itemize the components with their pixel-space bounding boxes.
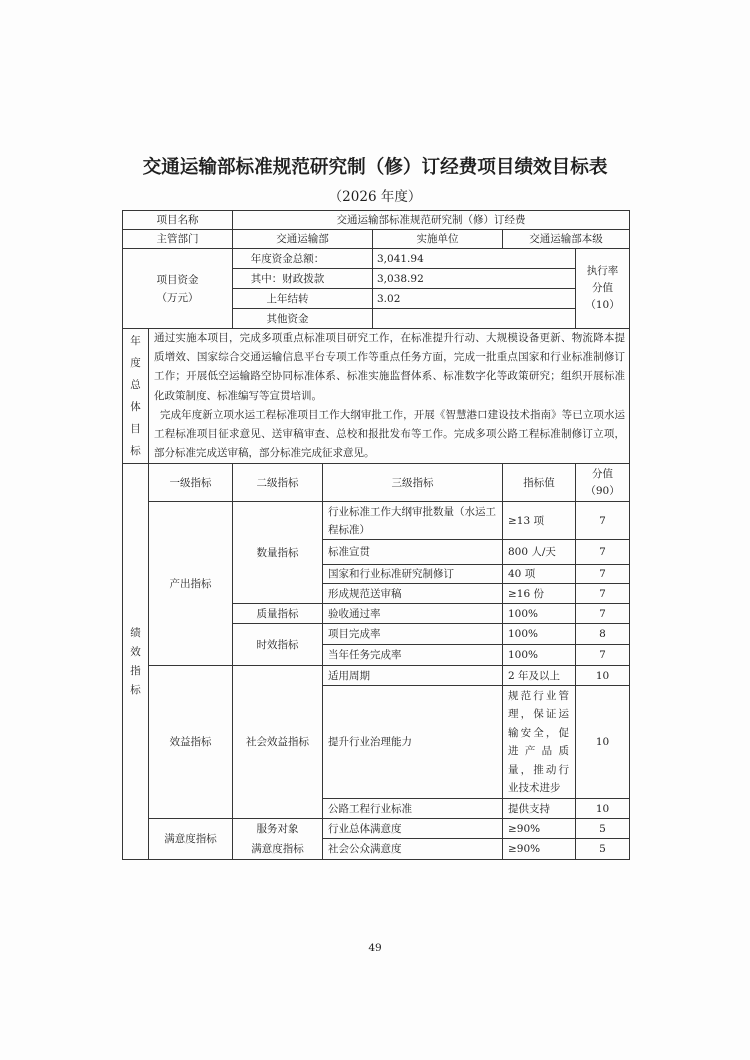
execution-rate-score xyxy=(576,249,630,329)
level1-satisfaction-indicators: 满意度指标 xyxy=(149,819,233,860)
indicator-score: 7 xyxy=(576,540,630,565)
indicator-value: ≥13 项 xyxy=(503,502,576,540)
level2-quality-indicators: 质量指标 xyxy=(233,604,323,624)
indicator-score: 7 xyxy=(576,502,630,540)
prior-year-carryover-value: 3.02 xyxy=(373,289,576,309)
table-row xyxy=(123,249,630,269)
annual-goal-text xyxy=(149,329,630,464)
fiscal-appropriation-label: 其中：财政拨款 xyxy=(233,269,373,289)
indicator-score: 5 xyxy=(576,819,630,839)
indicator-score: 7 xyxy=(576,565,630,584)
level3-indicator: 验收通过率 xyxy=(323,604,503,624)
indicator-value: 100% xyxy=(503,604,576,624)
fiscal-appropriation-value: 3,038.92 xyxy=(373,269,576,289)
execution-rate-score-line3: （10） xyxy=(585,299,620,311)
project-funding-label-line2: （万元） xyxy=(156,291,199,304)
header-level2: 二级指标 xyxy=(233,464,323,502)
header-level1: 一级指标 xyxy=(149,464,233,502)
level1-benefit-indicators: 效益指标 xyxy=(149,666,233,819)
project-funding-label-line1: 项目资金 xyxy=(156,273,199,286)
performance-indicators-label: 绩效指标 xyxy=(130,626,141,696)
project-name-value: 交通运输部标准规范研究制（修）订经费 xyxy=(233,211,630,230)
annual-total-funds-value: 3,041.94 xyxy=(373,249,576,269)
annual-goal-paragraph-1: 通过实施本项目，完成多项重点标准项目研究工作，在标准提升行动、大规模设备更新、物流降本提质增效、国家综合交通运输信息平台专项工作等重点任务方面，完成一批重点国家和行业标准制修订工作；开展低空运输路空协同标准体系、标准实施监督体系、标准数字化等政策研究；组织开展标准化政策制度、标准编写等宣贯培训。 xyxy=(154,332,626,402)
level2-service-target-line1: 服务对象 xyxy=(256,823,299,836)
performance-target-table xyxy=(122,210,630,860)
execution-rate-score-line2: 分值 xyxy=(592,282,614,294)
level1-output-indicators: 产出指标 xyxy=(149,502,233,666)
prior-year-carryover-label: 上年结转 xyxy=(233,289,373,309)
indicator-value: 规范行业管理，保证运输安全，促进产品质量，推动行业技术进步 xyxy=(503,686,576,799)
document-year: （2026 年度） xyxy=(328,189,422,205)
table-row xyxy=(123,329,630,464)
header-level3: 三级指标 xyxy=(323,464,503,502)
indicator-value: 100% xyxy=(503,624,576,645)
indicator-score: 5 xyxy=(576,839,630,860)
header-value: 指标值 xyxy=(503,464,576,502)
indicator-score: 8 xyxy=(576,624,630,645)
indicator-value: 提供支持 xyxy=(503,799,576,819)
level3-indicator: 适用周期 xyxy=(323,666,503,686)
table-row xyxy=(123,211,630,230)
table-row xyxy=(123,819,630,839)
level3-indicator: 行业总体满意度 xyxy=(323,819,503,839)
other-funds-value xyxy=(373,309,576,329)
level3-indicator: 提升行业治理能力 xyxy=(323,686,503,799)
document-title: 交通运输部标准规范研究制（修）订经费项目绩效目标表 xyxy=(142,157,608,178)
level3-indicator: 当年任务完成率 xyxy=(323,645,503,666)
indicator-value: 40 项 xyxy=(503,565,576,584)
table-row xyxy=(123,502,630,540)
header-score-line1: 分值 xyxy=(592,467,614,480)
level3-indicator: 标准宣贯 xyxy=(323,540,503,565)
indicator-score: 10 xyxy=(576,799,630,819)
table-row xyxy=(123,666,630,686)
level2-quantity-indicators: 数量指标 xyxy=(233,502,323,604)
level2-timeliness-indicators: 时效指标 xyxy=(233,624,323,666)
project-name-label: 项目名称 xyxy=(123,211,233,230)
execution-rate-score-line1: 执行率 xyxy=(586,265,619,277)
level3-indicator: 公路工程行业标准 xyxy=(323,799,503,819)
level3-indicator: 社会公众满意度 xyxy=(323,839,503,860)
annual-total-funds-label: 年度资金总额： xyxy=(233,249,373,269)
table-row xyxy=(123,230,630,249)
level2-social-benefit-indicators: 社会效益指标 xyxy=(233,666,323,819)
level3-indicator: 国家和行业标准研究制修订 xyxy=(323,565,503,584)
level2-service-target-satisfaction xyxy=(233,819,323,860)
table-row xyxy=(123,464,630,502)
annual-goal-paragraph-2: 完成年度新立项水运工程标准项目工作大纲审批工作，开展《智慧港口建设技术指南》等已立项水运工程标准项目征求意见、送审稿审查、总校和报批发布等工作。完成多项公路工程标准制修订立项，部分标准完成送审稿，部分标准完成征求意见。 xyxy=(154,408,626,460)
page-number: 49 xyxy=(368,942,382,954)
annual-goal-label: 年度总体目标 xyxy=(130,335,141,458)
indicator-value: 800 人/天 xyxy=(503,540,576,565)
indicator-value: 2 年及以上 xyxy=(503,666,576,686)
level3-indicator: 形成规范送审稿 xyxy=(323,584,503,604)
department-value: 交通运输部 xyxy=(233,230,373,249)
indicator-score: 10 xyxy=(576,686,630,799)
indicator-score: 7 xyxy=(576,584,630,604)
department-label: 主管部门 xyxy=(123,230,233,249)
indicator-score: 10 xyxy=(576,666,630,686)
indicator-value: ≥90% xyxy=(503,839,576,860)
level2-service-target-line2: 满意度指标 xyxy=(251,843,304,856)
other-funds-label: 其他资金 xyxy=(233,309,373,329)
indicator-value: ≥16 份 xyxy=(503,584,576,604)
indicator-score: 7 xyxy=(576,645,630,666)
annual-goal-label-cell xyxy=(123,329,149,464)
implementing-unit-value: 交通运输部本级 xyxy=(503,230,630,249)
indicator-value: 100% xyxy=(503,645,576,666)
project-funding-label xyxy=(123,249,233,329)
header-score xyxy=(576,464,630,502)
header-score-line2: （90） xyxy=(585,484,620,497)
level3-indicator: 行业标准工作大纲审批数量（水运工程标准） xyxy=(323,502,503,540)
indicator-value: ≥90% xyxy=(503,819,576,839)
implementing-unit-label: 实施单位 xyxy=(373,230,503,249)
level3-indicator: 项目完成率 xyxy=(323,624,503,645)
performance-indicators-label-cell xyxy=(123,464,149,860)
indicator-score: 7 xyxy=(576,604,630,624)
